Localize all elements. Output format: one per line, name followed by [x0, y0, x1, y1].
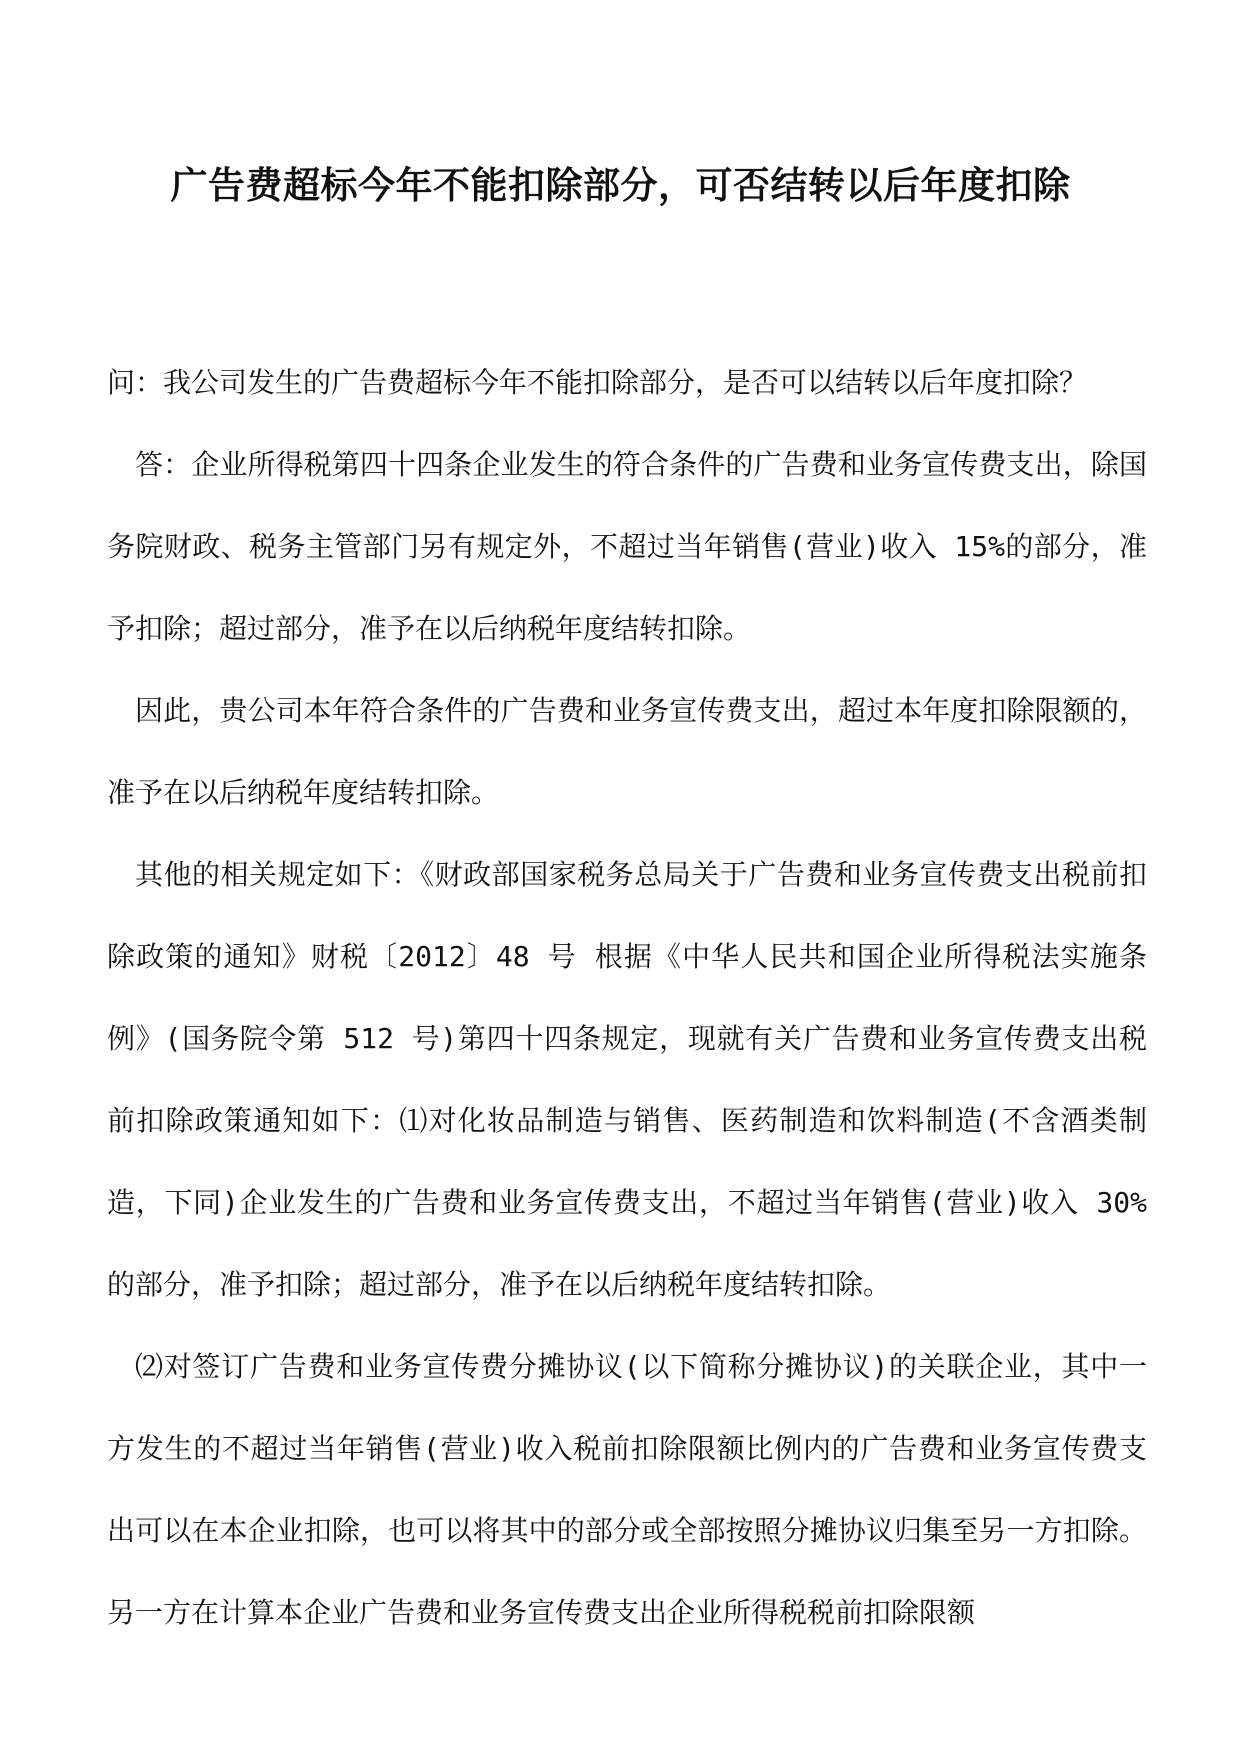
document-title: 广告费超标今年不能扣除部分，可否结转以后年度扣除 — [170, 164, 1071, 207]
rule-2-paragraph: ⑵对签订广告费和业务宣传费分摊协议(以下简称分摊协议)的关联企业，其中一方发生的不超过当年销售(营业)收入税前扣除限额比例内的广告费和业务宣传费支出可以在本企业扣除，也可以将其中的部分或全部按照分摊协议归集至另一方扣除。另一方在计算本企业广告费和业务宣传费支出企业所得税税前扣除限额 — [107, 1350, 1147, 1629]
answer-paragraph: 答：企业所得税第四十四条企业发生的符合条件的广告费和业务宣传费支出，除国务院财政、税务主管部门另有规定外，不超过当年销售(营业)收入 15%的部分，准予扣除；超过部分，准予在以后纳税年度结转扣除。 — [107, 448, 1147, 645]
related-rules-paragraph: 其他的相关规定如下：《财政部国家税务总局关于广告费和业务宣传费支出税前扣除政策的通知》财税〔2012〕48 号 根据《中华人民共和国企业所得税法实施条例》(国务院令第 512 号)第四十四条规定，现就有关广告费和业务宣传费支出税前扣除政策通知如下：⑴对化妆品制造与销售、医药制造和饮料制造(不含酒类制造，下同)企业发生的广告费和业务宣传费支出，不超过当年销售(营业)收入 30%的部分，准予扣除；超过部分，准予在以后纳税年度结转扣除。 — [107, 858, 1147, 1301]
document-body — [107, 342, 1147, 1654]
question-paragraph: 问：我公司发生的广告费超标今年不能扣除部分，是否可以结转以后年度扣除？ — [107, 366, 1088, 399]
conclusion-paragraph: 因此，贵公司本年符合条件的广告费和业务宣传费支出，超过本年度扣除限额的，准予在以后纳税年度结转扣除。 — [107, 694, 1147, 809]
